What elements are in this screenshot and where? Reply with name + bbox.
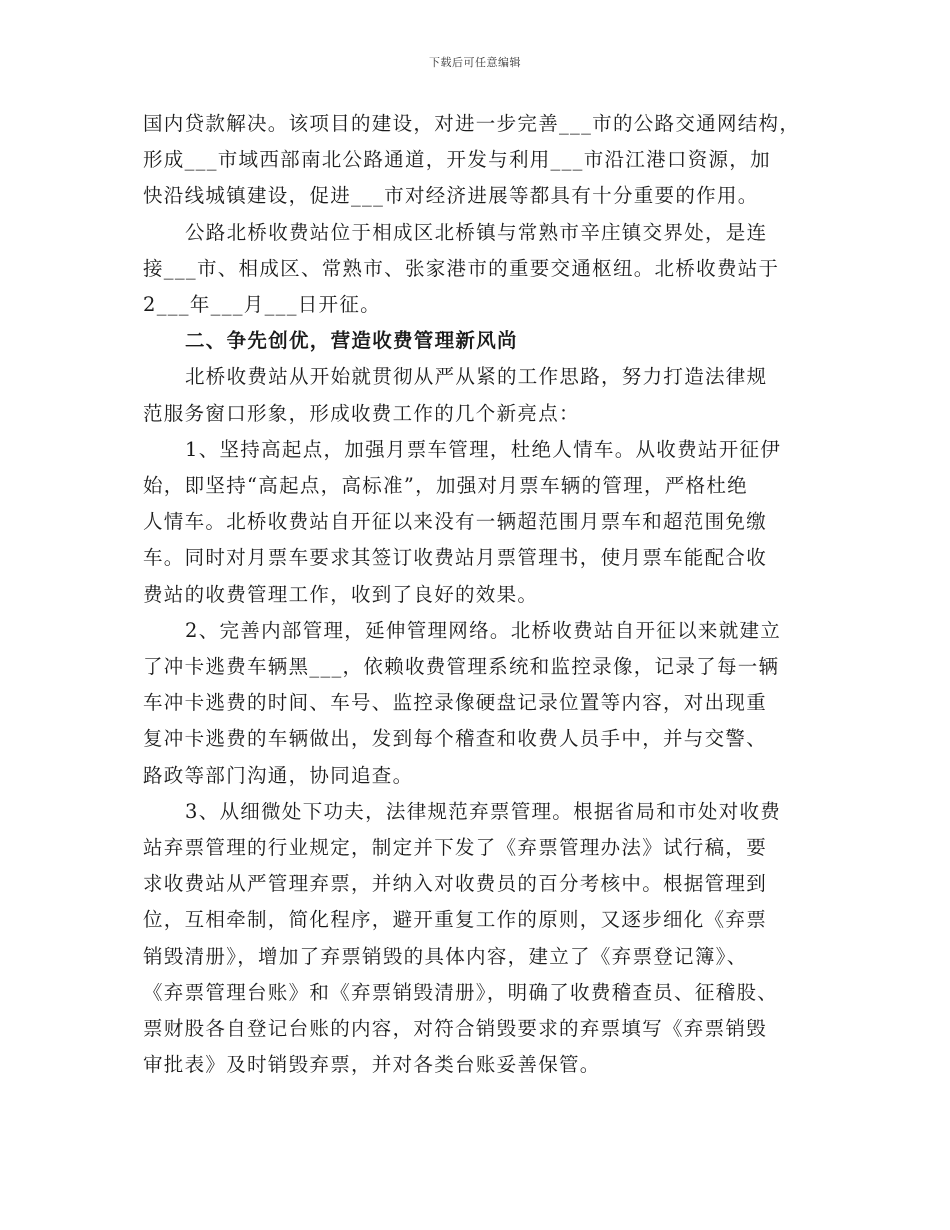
text-line: 销毁清册》，增加了弃票销毁的具体内容，建立了《弃票登记簿》、: [143, 944, 748, 968]
page-header: 下载后可任意编辑: [429, 56, 521, 69]
text-line: 1、坚持高起点，加强月票车管理，杜绝人情车。从收费站开征伊: [185, 437, 782, 461]
text-line: 3、从细微处下功夫，法律规范弃票管理。根据省局和市处对收费: [185, 799, 782, 823]
section-heading: 二、争先创优，营造收费管理新风尚: [185, 329, 518, 353]
text-line: 车。同时对月票车要求其签订收费站月票管理书，使月票车能配合收: [143, 546, 768, 570]
paragraph: [143, 215, 811, 324]
text-line: 接___市、相成区、常熟市、张家港市的重要交通枢纽。北桥收费站于: [143, 256, 780, 280]
text-line: 车冲卡逃费的时间、车号、监控录像硬盘记录位置等内容，对出现重: [143, 691, 768, 715]
document-body: [143, 106, 811, 1083]
text-line: 人情车。北桥收费站自开征以来没有一辆超范围月票车和超范围免缴: [143, 510, 768, 534]
text-line: 求收费站从严管理弃票，并纳入对收费员的百分考核中。根据管理到: [143, 872, 768, 896]
text-line: 形成___市域西部南北公路通道，开发与利用___市沿江港口资源，加: [143, 148, 771, 172]
text-line: 2___年___月___日开征。: [143, 293, 381, 317]
text-line: 站弃票管理的行业规定，制定并下发了《弃票管理办法》试行稿，要: [143, 836, 768, 860]
text-line: 2、完善内部管理，延伸管理网络。北桥收费站自开征以来就建立: [185, 618, 782, 642]
text-line: 公路北桥收费站位于相成区北桥镇与常熟市辛庄镇交界处，是连: [185, 220, 768, 244]
paragraph: [143, 359, 811, 431]
text-line: 位，互相牵制，简化程序，避开重复工作的原则，又逐步细化《弃票: [143, 908, 768, 932]
text-line: 审批表》及时销毁弃票，并对各类台账妥善保管。: [143, 1053, 601, 1077]
paragraph: [143, 794, 811, 1084]
text-line: 北桥收费站从开始就贯彻从严从紧的工作思路，努力打造法律规: [185, 365, 768, 389]
paragraph: [143, 432, 811, 613]
paragraph: [143, 106, 811, 215]
text-line: 快沿线城镇建设，促进___市对经济进展等都具有十分重要的作用。: [143, 184, 759, 208]
paragraph: [143, 613, 811, 794]
text-line: 路政等部门沟通，协同追查。: [143, 763, 414, 787]
text-line: 始，即坚持“高起点，高标准”，加强对月票车辆的管理，严格杜绝: [143, 474, 748, 498]
text-line: 了冲卡逃费车辆黑___，依赖收费管理系统和监控录像，记录了每一辆: [143, 655, 780, 679]
text-line: 复冲卡逃费的车辆做出，发到每个稽查和收费人员手中，并与交警、: [143, 727, 768, 751]
text-line: 费站的收费管理工作，收到了良好的效果。: [143, 582, 539, 606]
text-line: 国内贷款解决。该项目的建设，对进一步完善___市的公路交通网结构，: [143, 112, 801, 135]
text-line: 《弃票管理台账》和《弃票销毁清册》，明确了收费稽查员、征稽股、: [143, 980, 779, 1004]
text-line: 范服务窗口形象，形成收费工作的几个新亮点：: [143, 401, 580, 425]
text-line: 票财股各自登记台账的内容，对符合销毁要求的弃票填写《弃票销毁: [143, 1017, 768, 1041]
